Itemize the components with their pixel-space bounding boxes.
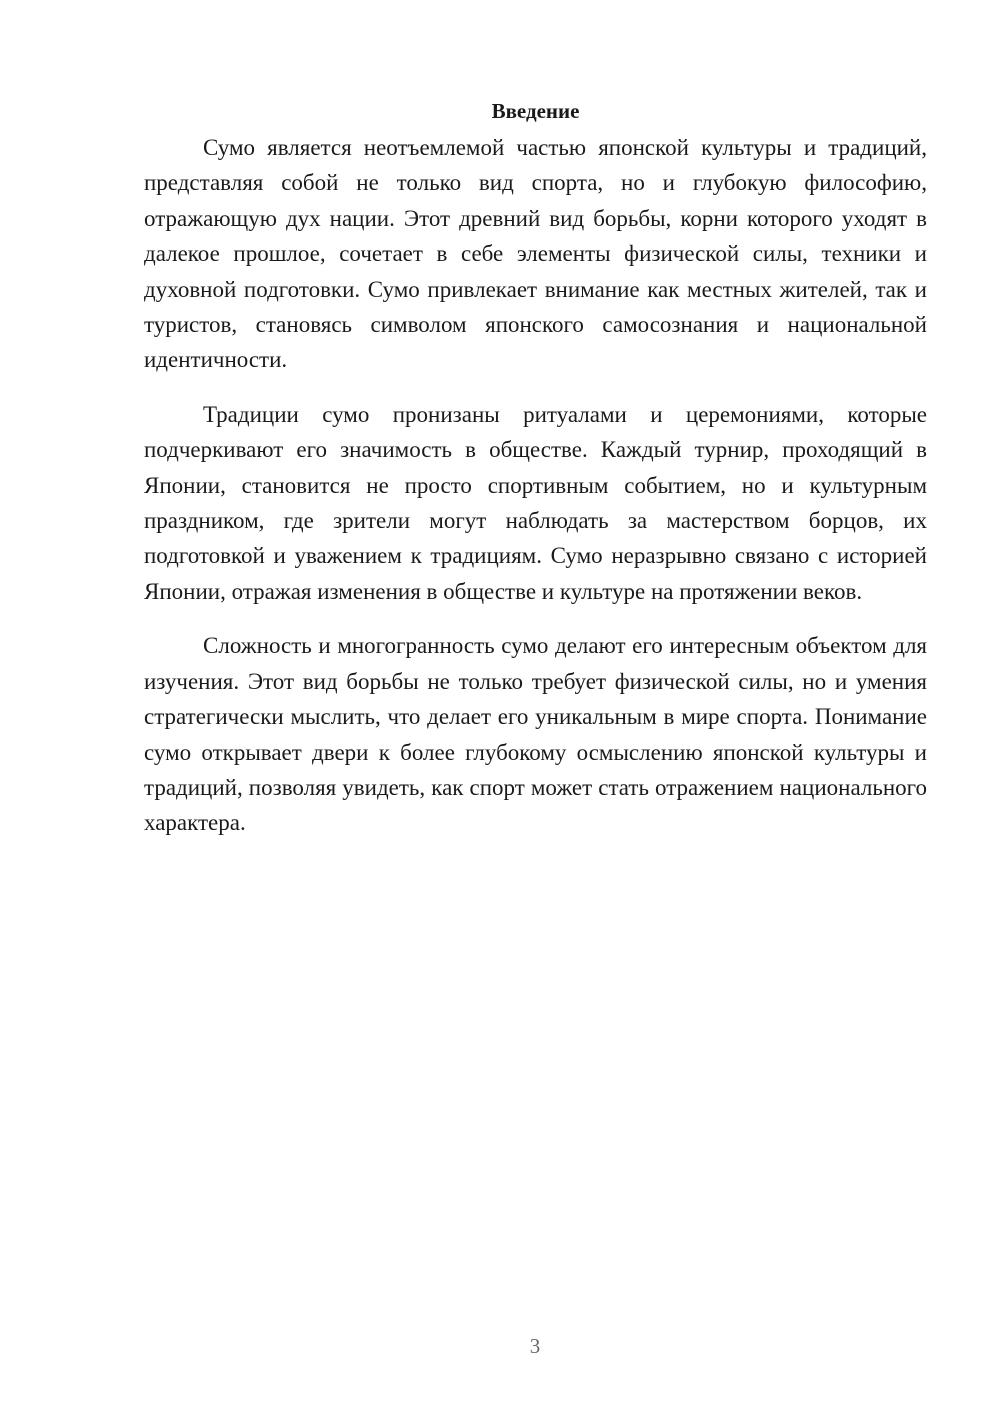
- page-number: 3: [529, 1334, 541, 1358]
- paragraph-3: Сложность и многогранность сумо делают его интересным объектом для изучения. Этот вид борьбы не только требует физической силы, но и умения стратегически мыслить, что делает его уникальным в мире спорта. Понимание сумо открывает двери к более глубокому осмыслению японской культуры и традиций, позволяя увидеть, как спорт может стать отражением национального характера.: [144, 633, 927, 836]
- section-heading: Введение: [491, 99, 580, 123]
- paragraph-2: Традиции сумо пронизаны ритуалами и церемониями, которые подчеркивают его значимость в обществе. Каждый турнир, проходящий в Японии, становится не просто спортивным событием, но и культурным праздником, где зрители могут наблюдать за мастерством борцов, их подготовкой и уважением к традициям. Сумо неразрывно связано с историей Японии, отражая изменения в обществе и культуре на протяжении веков.: [144, 401, 927, 604]
- paragraph-1: Сумо является неотъемлемой частью японской культуры и традиций, представляя собой не только вид спорта, но и глубокую философию, отражающую дух нации. Этот древний вид борьбы, корни которого уходят в далекое прошлое, сочетает в себе элементы физической силы, техники и духовной подготовки. Сумо привлекает внимание как местных жителей, так и туристов, становясь символом японского самосознания и национальной идентичности.: [144, 135, 927, 373]
- page-content: [144, 96, 927, 860]
